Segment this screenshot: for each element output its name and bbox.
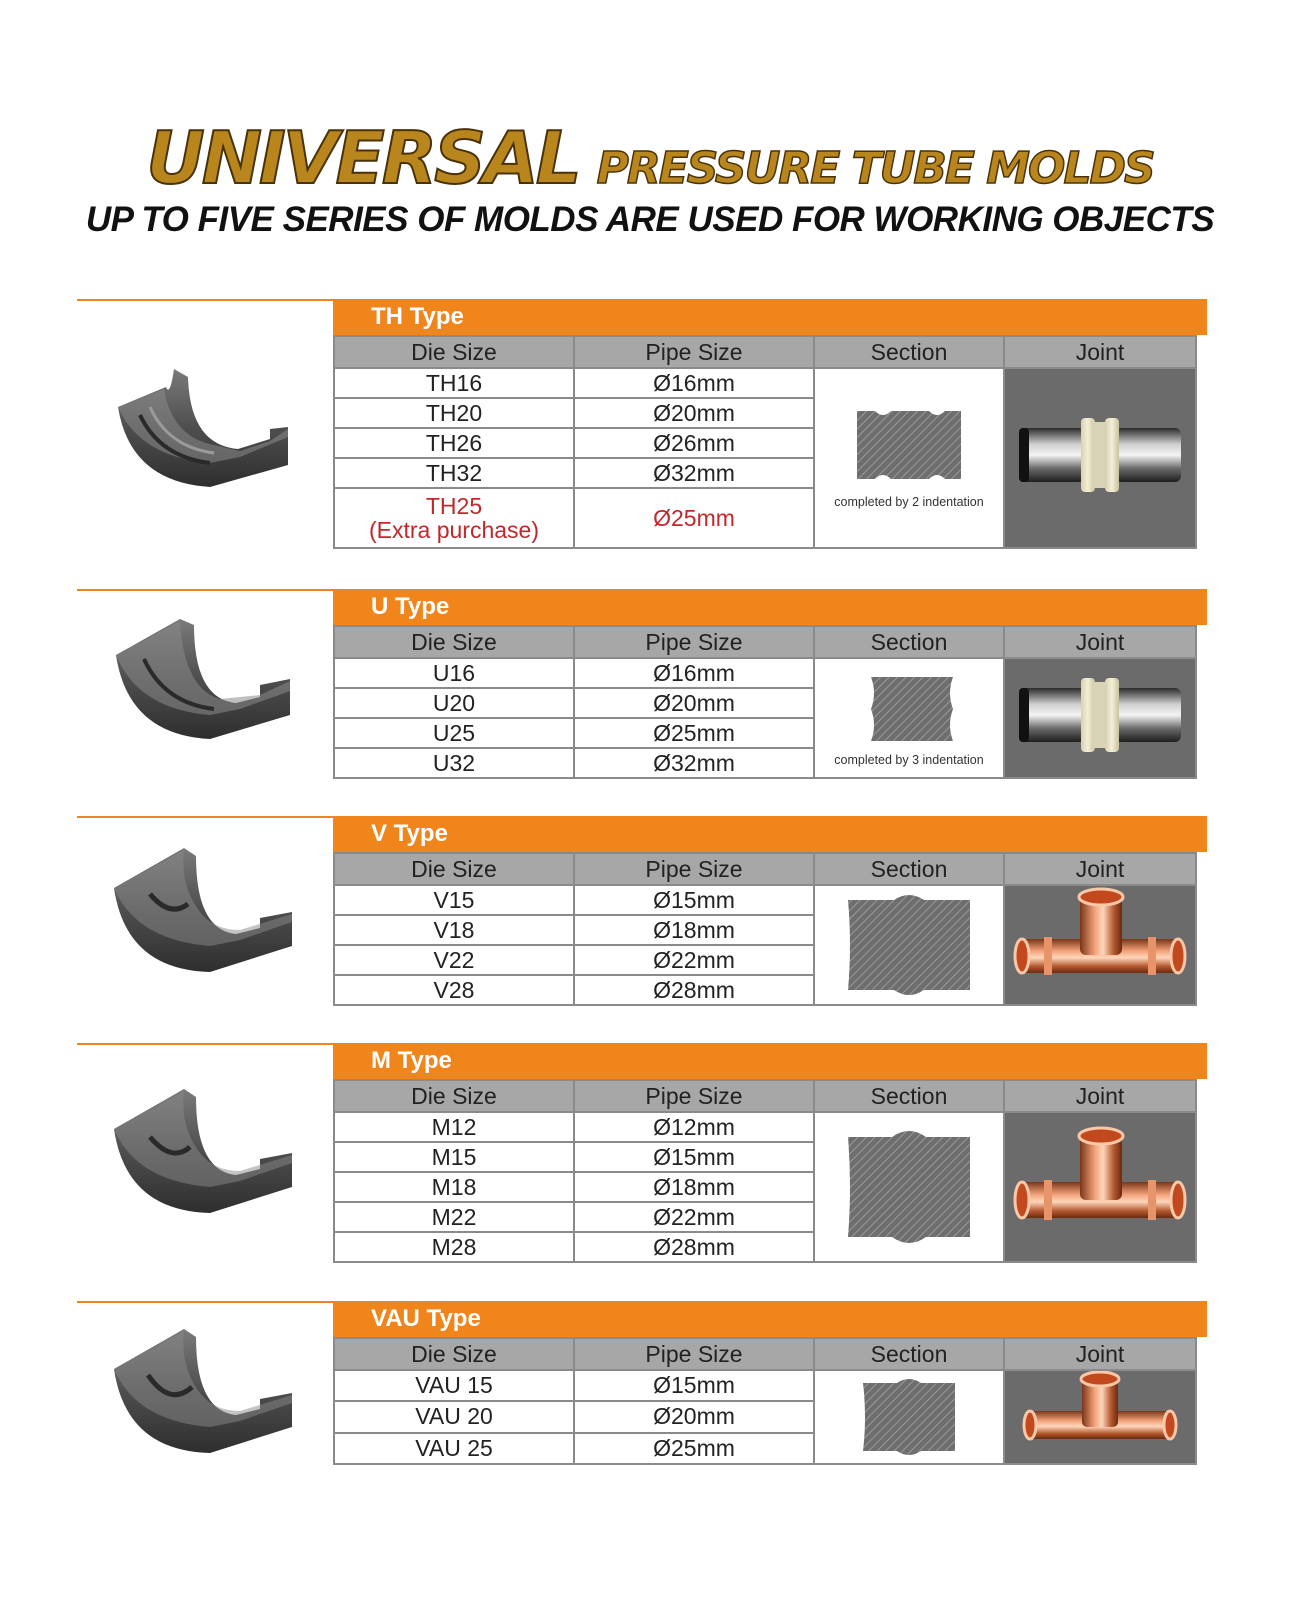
table-row-die: V18 bbox=[334, 915, 574, 945]
table-row-pipe: Ø28mm bbox=[574, 1232, 814, 1262]
col-section: Section bbox=[814, 853, 1004, 885]
title-rest: PRESSURE TUBE MOLDS bbox=[596, 143, 1154, 194]
steel-press-coupling-icon bbox=[1015, 670, 1185, 760]
table-row-pipe: Ø25mm bbox=[574, 718, 814, 748]
col-section: Section bbox=[814, 336, 1004, 368]
th-type-label: TH Type bbox=[333, 299, 1207, 335]
m-spec-table bbox=[333, 1079, 1197, 1263]
u-mold-icon bbox=[110, 619, 300, 749]
col-section: Section bbox=[814, 626, 1004, 658]
table-row-die: U16 bbox=[334, 658, 574, 688]
table-row-pipe: Ø25mm bbox=[574, 1433, 814, 1464]
col-joint: Joint bbox=[1004, 336, 1196, 368]
section-rule bbox=[77, 1043, 333, 1045]
section-rule bbox=[77, 816, 333, 818]
table-row-die: TH20 bbox=[334, 398, 574, 428]
section-rule bbox=[77, 1301, 333, 1303]
table-row-die: M12 bbox=[334, 1112, 574, 1142]
vau-section-cell bbox=[814, 1370, 1004, 1464]
section-profile-icon bbox=[844, 890, 974, 1000]
table-row-die: TH32 bbox=[334, 458, 574, 488]
v-section-cell bbox=[814, 885, 1004, 1005]
u-type-label: U Type bbox=[333, 589, 1207, 625]
m-joint-cell bbox=[1004, 1112, 1196, 1262]
table-row-die: V28 bbox=[334, 975, 574, 1005]
th-joint-cell bbox=[1004, 368, 1196, 548]
table-row-die: TH16 bbox=[334, 368, 574, 398]
table-row-pipe: Ø15mm bbox=[574, 885, 814, 915]
extra-purchase-note: (Extra purchase) bbox=[368, 517, 539, 543]
table-row-pipe: Ø15mm bbox=[574, 1142, 814, 1172]
col-die-size: Die Size bbox=[334, 1338, 574, 1370]
table-row-pipe: Ø32mm bbox=[574, 458, 814, 488]
th-mold-icon bbox=[110, 367, 300, 497]
table-row-die: V15 bbox=[334, 885, 574, 915]
copper-tee-icon bbox=[1010, 887, 1190, 997]
table-row-die: VAU 15 bbox=[334, 1370, 574, 1401]
table-row-pipe: Ø22mm bbox=[574, 1202, 814, 1232]
table-row-die: M15 bbox=[334, 1142, 574, 1172]
copper-tee-icon bbox=[1010, 1124, 1190, 1244]
page-header bbox=[0, 118, 1300, 198]
table-row-die: VAU 25 bbox=[334, 1433, 574, 1464]
steel-press-coupling-icon bbox=[1015, 410, 1185, 500]
table-row-pipe: Ø18mm bbox=[574, 1172, 814, 1202]
table-row-pipe: Ø20mm bbox=[574, 688, 814, 718]
table-row-pipe: Ø28mm bbox=[574, 975, 814, 1005]
table-row-die-extra bbox=[334, 488, 574, 548]
col-pipe-size: Pipe Size bbox=[574, 626, 814, 658]
m-type-label: M Type bbox=[333, 1043, 1207, 1079]
vau-type-label: VAU Type bbox=[333, 1301, 1207, 1337]
m-section-cell bbox=[814, 1112, 1004, 1262]
col-joint: Joint bbox=[1004, 1338, 1196, 1370]
copper-tee-icon bbox=[1020, 1371, 1180, 1457]
m-mold-icon bbox=[110, 1087, 300, 1222]
table-row-pipe: Ø12mm bbox=[574, 1112, 814, 1142]
col-die-size: Die Size bbox=[334, 626, 574, 658]
v-type-label: V Type bbox=[333, 816, 1207, 852]
vau-joint-cell bbox=[1004, 1370, 1196, 1464]
section-note: completed by 2 indentation bbox=[834, 495, 984, 509]
table-row-pipe: Ø20mm bbox=[574, 398, 814, 428]
table-row-die: TH26 bbox=[334, 428, 574, 458]
table-row-pipe: Ø15mm bbox=[574, 1370, 814, 1401]
section-note: completed by 3 indentation bbox=[834, 753, 984, 767]
col-joint: Joint bbox=[1004, 626, 1196, 658]
v-mold-icon bbox=[110, 846, 300, 981]
v-spec-table bbox=[333, 852, 1197, 1006]
table-row-die: V22 bbox=[334, 945, 574, 975]
v-joint-cell bbox=[1004, 885, 1196, 1005]
col-joint: Joint bbox=[1004, 1080, 1196, 1112]
section-profile-icon bbox=[859, 1375, 959, 1459]
col-pipe-size: Pipe Size bbox=[574, 336, 814, 368]
col-joint: Joint bbox=[1004, 853, 1196, 885]
table-row-pipe-extra: Ø25mm bbox=[574, 488, 814, 548]
table-row-pipe: Ø22mm bbox=[574, 945, 814, 975]
table-row-pipe: Ø16mm bbox=[574, 658, 814, 688]
table-row-die: M28 bbox=[334, 1232, 574, 1262]
table-row-die: M18 bbox=[334, 1172, 574, 1202]
section-rule bbox=[77, 299, 333, 301]
col-pipe-size: Pipe Size bbox=[574, 1338, 814, 1370]
table-row-pipe: Ø18mm bbox=[574, 915, 814, 945]
col-die-size: Die Size bbox=[334, 336, 574, 368]
section-profile-icon bbox=[855, 405, 965, 485]
col-die-size: Die Size bbox=[334, 1080, 574, 1112]
table-row-die: VAU 20 bbox=[334, 1401, 574, 1432]
extra-die-label: TH25 bbox=[425, 493, 483, 519]
table-row-die: U20 bbox=[334, 688, 574, 718]
col-die-size: Die Size bbox=[334, 853, 574, 885]
u-spec-table bbox=[333, 625, 1197, 779]
vau-mold-icon bbox=[110, 1327, 300, 1462]
th-spec-table bbox=[333, 335, 1197, 549]
table-row-pipe: Ø32mm bbox=[574, 748, 814, 778]
table-row-pipe: Ø20mm bbox=[574, 1401, 814, 1432]
vau-spec-table bbox=[333, 1337, 1197, 1465]
table-row-die: U25 bbox=[334, 718, 574, 748]
col-pipe-size: Pipe Size bbox=[574, 853, 814, 885]
table-row-pipe: Ø16mm bbox=[574, 368, 814, 398]
col-section: Section bbox=[814, 1338, 1004, 1370]
section-rule bbox=[77, 589, 333, 591]
col-pipe-size: Pipe Size bbox=[574, 1080, 814, 1112]
section-profile-icon bbox=[867, 673, 957, 745]
table-row-die: U32 bbox=[334, 748, 574, 778]
u-joint-cell bbox=[1004, 658, 1196, 778]
col-section: Section bbox=[814, 1080, 1004, 1112]
table-row-pipe: Ø26mm bbox=[574, 428, 814, 458]
section-profile-icon bbox=[844, 1125, 974, 1249]
title-main: UNIVERSAL bbox=[146, 116, 579, 200]
table-row-die: M22 bbox=[334, 1202, 574, 1232]
th-section-cell bbox=[814, 368, 1004, 548]
u-section-cell bbox=[814, 658, 1004, 778]
subtitle: UP TO FIVE SERIES OF MOLDS ARE USED FOR WORKING OBJECTS bbox=[85, 200, 1215, 239]
